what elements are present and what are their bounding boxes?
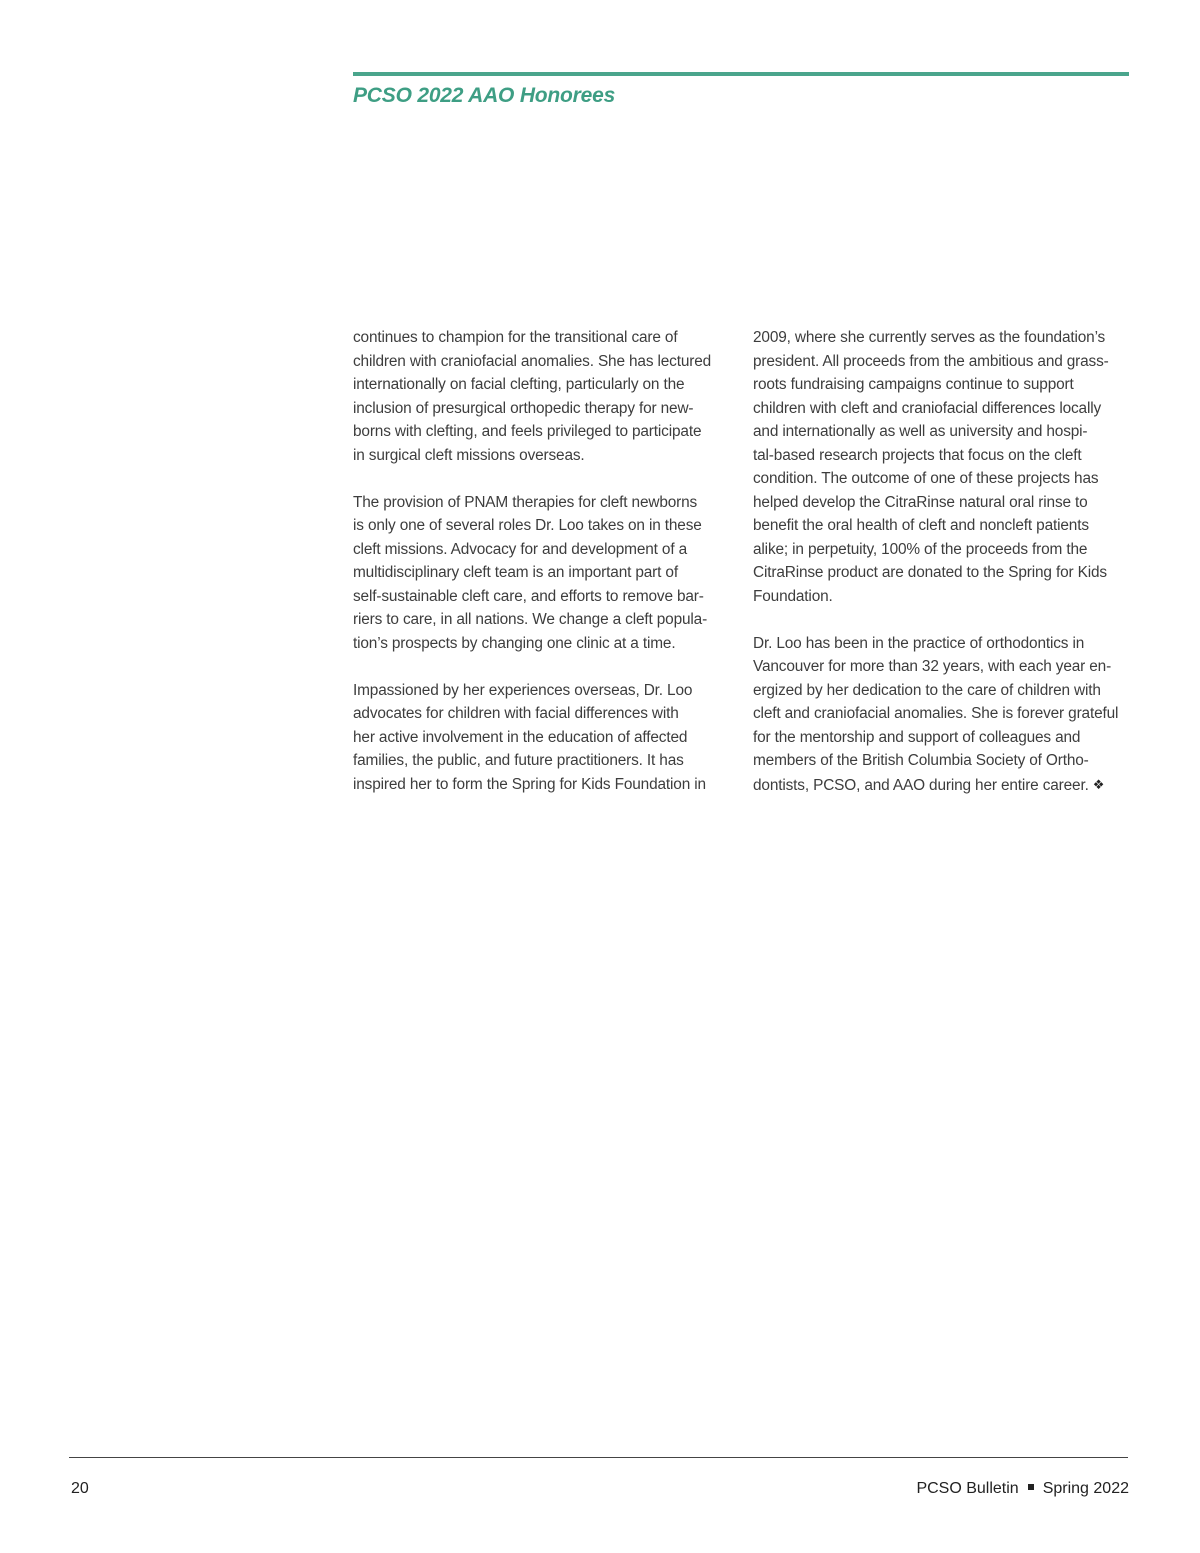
text-line: cleft and craniofacial anomalies. She is forever grateful xyxy=(753,705,1119,722)
footer-rule xyxy=(69,1457,1128,1458)
paragraph xyxy=(353,491,733,656)
text-line: and internationally as well as university and hospi- xyxy=(753,423,1088,440)
paragraph xyxy=(353,326,733,467)
text-line: internationally on facial clefting, particularly on the xyxy=(353,376,685,393)
end-of-article-icon: ❖ xyxy=(1092,776,1105,792)
text-line: roots fundraising campaigns continue to support xyxy=(753,376,1074,393)
text-line: for the mentorship and support of colleagues and xyxy=(753,728,1081,746)
article-column-right xyxy=(753,326,1133,821)
issue-label: Spring 2022 xyxy=(1042,1480,1129,1497)
text-line: advocates for children with facial differences with xyxy=(353,705,679,722)
square-separator-icon xyxy=(1028,1484,1034,1490)
text-line: tion’s prospects by changing one clinic at a time. xyxy=(353,634,676,652)
text-line: cleft missions. Advocacy for and development of a xyxy=(353,540,687,558)
text-line: The provision of PNAM therapies for cleft newborns xyxy=(353,493,698,511)
text-line: 2009, where she currently serves as the foundation’s xyxy=(753,329,1106,346)
text-line: members of the British Columbia Society of Ortho- xyxy=(753,752,1089,769)
text-line: ergized by her dedication to the care of children with xyxy=(753,681,1101,699)
text-line: multidisciplinary cleft team is an important part of xyxy=(353,564,678,581)
text-line: Vancouver for more than 32 years, with each year en- xyxy=(753,658,1112,675)
publication-name: PCSO Bulletin xyxy=(916,1480,1019,1497)
article-column-left xyxy=(353,326,733,820)
text-line: CitraRinse product are donated to the Spring for Kids xyxy=(753,564,1107,581)
text-line: her active involvement in the education of affected xyxy=(353,728,688,746)
text-line: president. All proceeds from the ambitious and grass- xyxy=(753,352,1109,370)
text-line: is only one of several roles Dr. Loo takes on in these xyxy=(353,517,702,534)
text-line: benefit the oral health of cleft and noncleft patients xyxy=(753,517,1089,534)
text-line: riers to care, in all nations. We change a cleft popula- xyxy=(353,611,708,628)
text-line: condition. The outcome of one of these projects has xyxy=(753,470,1099,487)
paragraph xyxy=(753,326,1133,608)
text-line: borns with clefting, and feels privileged to participate xyxy=(353,423,702,440)
text-line: Impassioned by her experiences overseas, Dr. Loo xyxy=(353,681,693,699)
text-line: families, the public, and future practitioners. It has xyxy=(353,752,684,769)
text-line: continues to champion for the transitional care of xyxy=(353,329,678,346)
text-line-content: dontists, PCSO, and AAO during her entire career. xyxy=(753,776,1089,794)
header-rule xyxy=(353,72,1129,76)
text-line: tal-based research projects that focus on the cleft xyxy=(753,446,1082,464)
text-line: Dr. Loo has been in the practice of orthodontics in xyxy=(753,634,1085,652)
footer-publication-info xyxy=(916,1480,1129,1498)
section-title: PCSO 2022 AAO Honorees xyxy=(353,84,616,107)
paragraph xyxy=(353,679,733,797)
text-line: in surgical cleft missions overseas. xyxy=(353,446,585,464)
text-line: self-sustainable cleft care, and efforts to remove bar- xyxy=(353,587,704,605)
text-line: children with craniofacial anomalies. She has lectured xyxy=(353,352,712,370)
text-line: helped develop the CitraRinse natural oral rinse to xyxy=(753,493,1088,511)
text-line: alike; in perpetuity, 100% of the proceeds from the xyxy=(753,540,1088,558)
text-line-last xyxy=(753,773,1133,798)
text-line: inspired her to form the Spring for Kids Foundation in xyxy=(353,775,706,793)
text-line: inclusion of presurgical orthopedic therapy for new- xyxy=(353,399,694,417)
text-line: Foundation. xyxy=(753,587,833,605)
page-number: 20 xyxy=(71,1480,89,1497)
paragraph xyxy=(753,632,1133,798)
text-line: children with cleft and craniofacial differences locally xyxy=(753,399,1102,417)
